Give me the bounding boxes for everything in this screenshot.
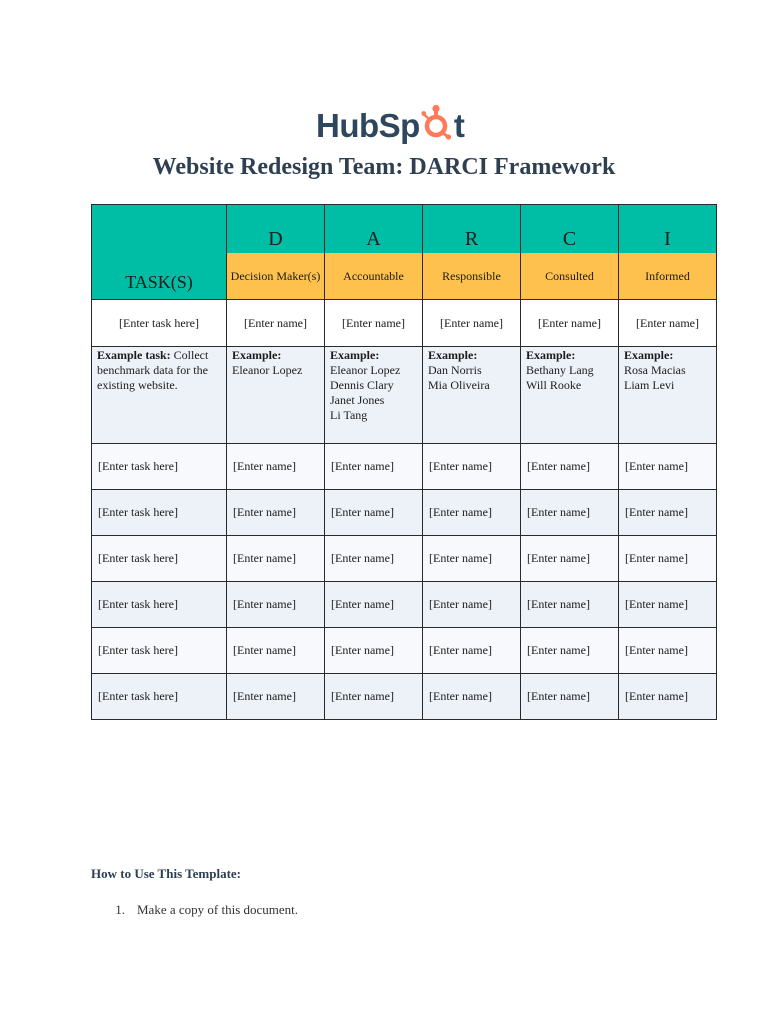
name-cell[interactable]: [Enter name] [423, 444, 521, 490]
table-row [92, 628, 717, 674]
example-name: Janet Jones [330, 393, 385, 407]
task-cell[interactable]: [Enter task here] [92, 300, 227, 347]
name-cell[interactable]: [Enter name] [325, 674, 423, 720]
table-row [92, 536, 717, 582]
name-cell[interactable]: [Enter name] [423, 300, 521, 347]
name-cell[interactable]: [Enter name] [619, 628, 717, 674]
name-cell[interactable]: [Enter name] [227, 490, 325, 536]
name-cell[interactable]: [Enter name] [227, 582, 325, 628]
logo-text-start: HubSp [316, 106, 420, 144]
role-accountable: Accountable [325, 253, 423, 300]
example-name: Li Tang [330, 408, 368, 422]
letter-a: A [325, 205, 423, 254]
example-i-cell[interactable] [619, 347, 717, 444]
name-cell[interactable]: [Enter name] [521, 582, 619, 628]
howto-step [91, 902, 298, 918]
name-cell[interactable]: [Enter name] [325, 300, 423, 347]
table-row [92, 444, 717, 490]
name-cell[interactable]: [Enter name] [325, 444, 423, 490]
example-label: Example: [330, 348, 380, 362]
name-cell[interactable]: [Enter name] [521, 674, 619, 720]
name-cell[interactable]: [Enter name] [227, 628, 325, 674]
table-row [92, 674, 717, 720]
darci-table [91, 204, 717, 720]
name-cell[interactable]: [Enter name] [325, 536, 423, 582]
document-title: Website Redesign Team: DARCI Framework [152, 154, 616, 180]
task-cell[interactable]: [Enter task here] [92, 628, 227, 674]
hubspot-logo [316, 102, 464, 148]
example-task-label: Example task: [97, 348, 171, 362]
name-cell[interactable]: [Enter name] [619, 582, 717, 628]
name-cell[interactable]: [Enter name] [521, 536, 619, 582]
name-cell[interactable]: [Enter name] [619, 490, 717, 536]
example-name: Bethany Lang [526, 363, 594, 377]
name-cell[interactable]: [Enter name] [227, 674, 325, 720]
letter-r: R [423, 205, 521, 254]
name-cell[interactable]: [Enter name] [423, 628, 521, 674]
name-cell[interactable]: [Enter name] [325, 490, 423, 536]
role-decision-maker: Decision Maker(s) [227, 253, 325, 300]
name-cell[interactable]: [Enter name] [423, 674, 521, 720]
table-row [92, 490, 717, 536]
letter-c: C [521, 205, 619, 254]
example-task-cell[interactable] [92, 347, 227, 444]
name-cell[interactable]: [Enter name] [227, 536, 325, 582]
task-cell[interactable]: [Enter task here] [92, 536, 227, 582]
name-cell[interactable]: [Enter name] [325, 582, 423, 628]
name-cell[interactable]: [Enter name] [423, 490, 521, 536]
example-row [92, 347, 717, 444]
example-name: Rosa Macias [624, 363, 686, 377]
example-label: Example: [232, 348, 282, 362]
name-cell[interactable]: [Enter name] [619, 536, 717, 582]
logo-text-end: t [453, 106, 465, 144]
task-cell[interactable]: [Enter task here] [92, 674, 227, 720]
name-cell[interactable]: [Enter name] [227, 444, 325, 490]
name-cell[interactable]: [Enter name] [521, 444, 619, 490]
task-header: TASK(S) [92, 205, 227, 300]
task-cell[interactable]: [Enter task here] [92, 582, 227, 628]
example-a-cell[interactable] [325, 347, 423, 444]
example-name: Eleanor Lopez [232, 363, 303, 377]
sprocket-icon [421, 104, 453, 140]
name-cell[interactable]: [Enter name] [521, 300, 619, 347]
example-name: Eleanor Lopez [330, 363, 401, 377]
blank-rows [92, 444, 717, 720]
example-label: Example: [526, 348, 576, 362]
example-c-cell[interactable] [521, 347, 619, 444]
example-name: Will Rooke [526, 378, 582, 392]
example-task-text: Collect benchmark data for the existing website. [97, 348, 209, 392]
table-row [92, 582, 717, 628]
howto-title: How to Use This Template: [91, 866, 241, 881]
howto-steps [91, 902, 298, 918]
example-name: Mia Oliveira [428, 378, 490, 392]
step-number: 1. [115, 902, 125, 917]
example-label: Example: [624, 348, 674, 362]
name-cell[interactable]: [Enter name] [521, 490, 619, 536]
table-row [92, 300, 717, 347]
name-cell[interactable]: [Enter name] [619, 300, 717, 347]
example-name: Dan Norris [428, 363, 482, 377]
example-name: Liam Levi [624, 378, 675, 392]
role-informed: Informed [619, 253, 717, 300]
name-cell[interactable]: [Enter name] [423, 582, 521, 628]
name-cell[interactable]: [Enter name] [325, 628, 423, 674]
name-cell[interactable]: [Enter name] [619, 674, 717, 720]
letter-i: I [619, 205, 717, 254]
example-r-cell[interactable] [423, 347, 521, 444]
name-cell[interactable]: [Enter name] [521, 628, 619, 674]
example-name: Dennis Clary [330, 378, 394, 392]
role-responsible: Responsible [423, 253, 521, 300]
step-text: Make a copy of this document. [137, 902, 299, 917]
task-cell[interactable]: [Enter task here] [92, 444, 227, 490]
name-cell[interactable]: [Enter name] [227, 300, 325, 347]
letter-d: D [227, 205, 325, 254]
name-cell[interactable]: [Enter name] [619, 444, 717, 490]
name-cell[interactable]: [Enter name] [423, 536, 521, 582]
example-d-cell[interactable] [227, 347, 325, 444]
task-cell[interactable]: [Enter task here] [92, 490, 227, 536]
example-label: Example: [428, 348, 478, 362]
role-consulted: Consulted [521, 253, 619, 300]
